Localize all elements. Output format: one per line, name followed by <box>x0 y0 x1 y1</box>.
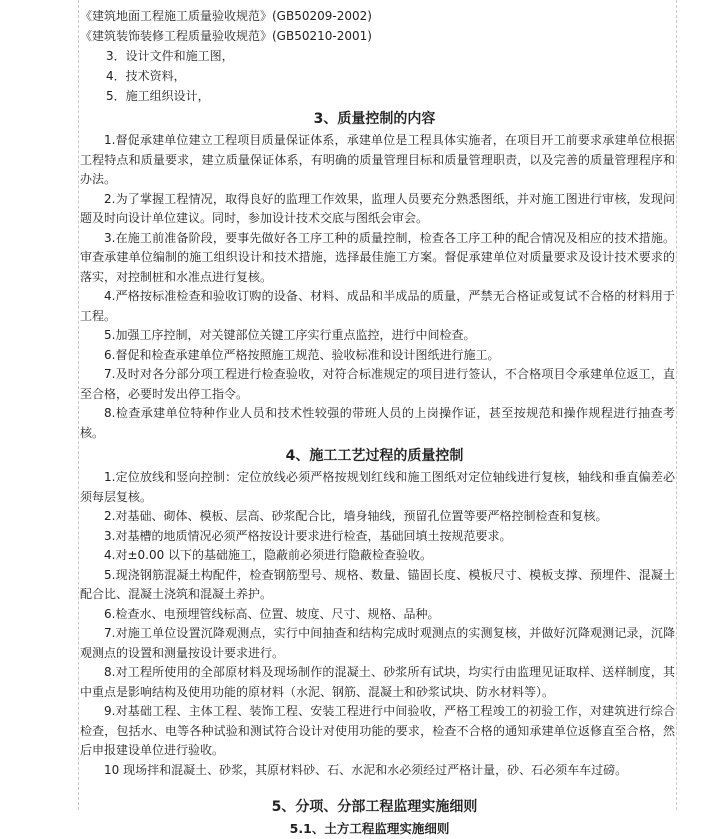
list-item: 3.对基槽的地质情况必须严格按设计要求进行检查，基础回填土按规范要求。 <box>104 528 512 543</box>
list-item: 10 现场拌和混凝土、砂浆，其原材料砂、石、水泥和水必须经过严格计量，砂、石必须车车过磅。 <box>104 762 628 777</box>
section-heading: 4、施工工艺过程的质量控制 <box>285 448 464 464</box>
list-item: 6.督促和检查承建单位严格按照施工规范、验收标准和设计图纸进行施工。 <box>104 347 500 362</box>
list-item: 3.在施工前准备阶段，要事先做好各工序工种的质量控制，检查各工序工种的配合情况及相应的技术措施。审查承建单位编制的施工组织设计和技术措施，选择最佳施工方案。督促承建单位对质量要求及设计技术要求的落实，对控制桩和水准点进行复核。 <box>80 230 675 284</box>
list-item: 1.督促承建单位建立工程项目质量保证体系，承建单位是工程具体实施者，在项目开工前要求承建单位根据工程特点和质量要求，建立质量保证体系，有明确的质量管理目标和质量管理职责，以及完善的质量管理程序和办法。 <box>80 133 675 186</box>
subsection-heading: 5.1、土方工程监理实施细则 <box>289 821 450 836</box>
list-item: 2.为了掌握工程情况，取得良好的监理工作效果，监理人员要充分熟悉图纸，并对施工图进行审核，发现问题及时向设计单位建议。同时，参加设计技术交底与图纸会审会。 <box>80 191 675 225</box>
basis-item: 4．技术资料， <box>106 69 186 83</box>
list-item: 8.对工程所使用的全部原材料及现场制作的混凝土、砂浆所有试块，均实行由监理见证取样、送样制度，其中重点是影响结构及使用功能的原材料（水泥、钢筋、混凝土和砂浆试块、防水材料等）。 <box>80 665 675 699</box>
list-item: 7.对施工单位设置沉降观测点，实行中间抽查和结构完成时观测点的实测复核，并做好沉降观测记录，沉降观测点的设置和测量按设计要求进行。 <box>80 626 675 660</box>
list-item: 4.对±0.00 以下的基础施工，隐蔽前必须进行隐蔽检查验收。 <box>104 548 433 562</box>
list-item: 4.严格按标准检查和验收订购的设备、材料、成品和半成品的质量，严禁无合格证或复试不合格的材料用于工程。 <box>80 289 675 323</box>
list-item: 5.加强工序控制，对关键部位关键工序实行重点监控，进行中间检查。 <box>104 328 476 342</box>
list-item: 9.对基础工程、主体工程、装饰工程、安装工程进行中间验收，严格工程竣工的初验工作，对建筑进行综合检查，包括水、电等各种试验和测试符合设计对使用功能的要求，检查不合格的通知承建单位返修直至合格，然后申报建设单位进行验收。 <box>80 704 675 757</box>
list-item: 6.检查水、电预埋管线标高、位置、坡度、尺寸、规格、品种。 <box>104 606 440 621</box>
list-item: 2.对基础、砌体、模板、层高、砂浆配合比，墙身轴线，预留孔位置等要严格控制检查和复核。 <box>104 509 608 523</box>
list-item: 8.检查承建单位特种作业人员和技术性较强的带班人员的上岗操作证，甚至按规范和操作规程进行抽查考核。 <box>80 406 675 440</box>
reference-line: 《建筑装饰装修工程质量验收规范》(GB50210-2001) <box>80 29 372 43</box>
section-heading: 5、分项、分部工程监理实施细则 <box>271 799 478 815</box>
list-item: 5.现浇钢筋混凝土构配件，检查钢筋型号、规格、数量、锚固长度、模板尺寸、模板支撑、预埋件、混凝土配合比、混凝土浇筑和混凝土养护。 <box>80 567 675 601</box>
reference-line: 《建筑地面工程施工质量验收规范》(GB50209-2002) <box>80 9 372 23</box>
basis-item: 3．设计文件和施工图， <box>106 49 234 63</box>
list-item: 1.定位放线和竖向控制：定位放线必须严格按规划红线和施工图纸对定位轴线进行复核，轴线和垂直偏差必须每层复核。 <box>80 470 675 504</box>
section-heading: 3、质量控制的内容 <box>313 111 436 127</box>
basis-item: 5．施工组织设计， <box>106 89 210 103</box>
list-item: 7.及时对各分部分项工程进行检查验收，对符合标准规定的项目进行签认，不合格项目令承建单位返工，直至合格，必要时发出停工指令。 <box>80 367 675 401</box>
